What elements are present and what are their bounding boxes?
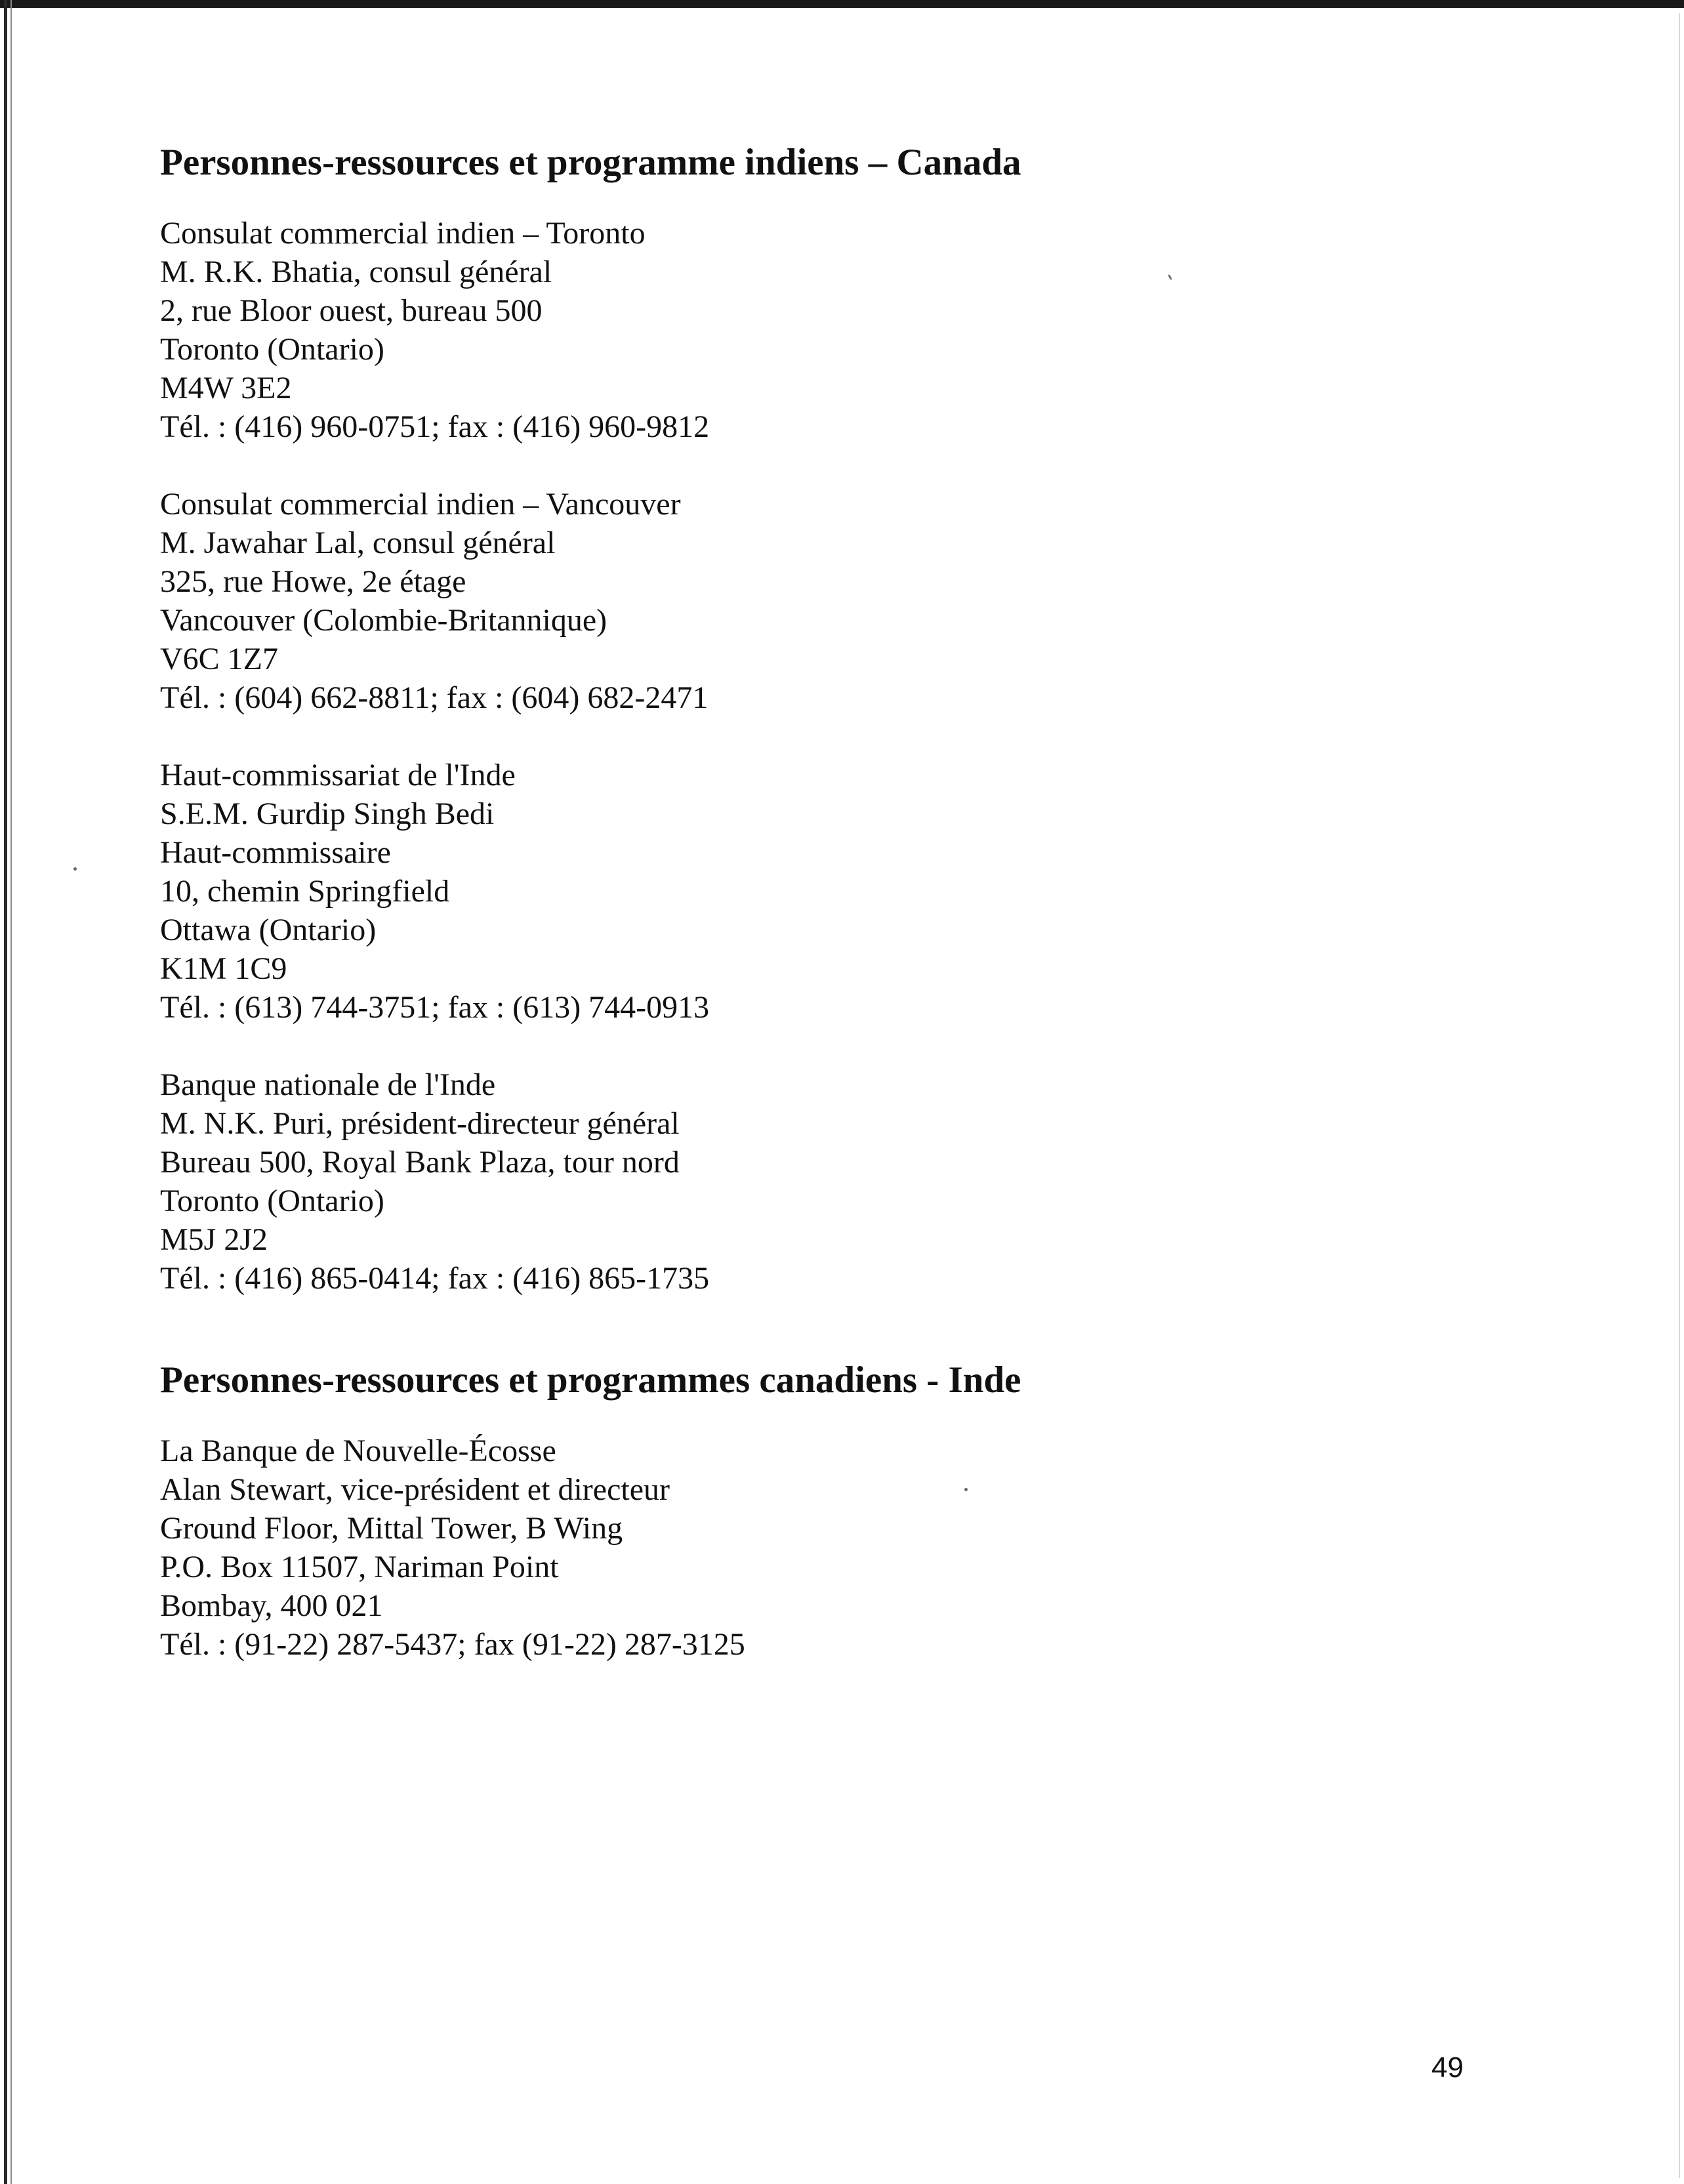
- contact-postal-code: M4W 3E2: [160, 371, 292, 405]
- page-number: 49: [1431, 2051, 1464, 2084]
- contact-address: 2, rue Bloor ouest, bureau 500: [160, 293, 543, 328]
- contact-city: Toronto (Ontario): [160, 332, 384, 367]
- contact-person: S.E.M. Gurdip Singh Bedi: [160, 796, 495, 831]
- contact-postal-code: K1M 1C9: [160, 951, 287, 986]
- scan-border-left: [4, 0, 7, 2184]
- contact-person: Alan Stewart, vice-président et directeur: [160, 1472, 670, 1507]
- contact-po-box: P.O. Box 11507, Nariman Point: [160, 1550, 559, 1584]
- contact-city: Bombay, 400 021: [160, 1588, 383, 1623]
- scan-speck: [73, 867, 77, 871]
- contact-phone-fax: Tél. : (416) 865-0414; fax : (416) 865-1735: [160, 1261, 710, 1296]
- scan-border-top: [0, 0, 1684, 8]
- contact-organization: Consulat commercial indien – Vancouver: [160, 487, 681, 522]
- section-heading-indian-contacts: Personnes-ressources et programme indiens – Canada: [160, 142, 1021, 183]
- contact-person: M. Jawahar Lal, consul général: [160, 525, 556, 560]
- contact-city: Vancouver (Colombie-Britannique): [160, 603, 607, 638]
- contact-block-national-bank: [160, 1065, 1538, 1298]
- contact-organization: La Banque de Nouvelle-Écosse: [160, 1433, 556, 1468]
- contact-address: 325, rue Howe, 2e étage: [160, 564, 466, 599]
- contact-organization: Banque nationale de l'Inde: [160, 1067, 496, 1102]
- contact-phone-fax: Tél. : (91-22) 287-5437; fax (91-22) 287-3125: [160, 1627, 745, 1662]
- contact-postal-code: V6C 1Z7: [160, 642, 278, 676]
- section-heading-canadian-contacts: Personnes-ressources et programmes canadiens - Inde: [160, 1359, 1021, 1401]
- contact-organization: Haut-commissariat de l'Inde: [160, 758, 516, 793]
- document-content: [160, 139, 1538, 1664]
- contact-block-bank-of-nova-scotia: [160, 1432, 1538, 1664]
- contact-block-consulate-toronto: [160, 214, 1538, 446]
- contact-city: Toronto (Ontario): [160, 1184, 384, 1218]
- contact-address: 10, chemin Springfield: [160, 874, 450, 909]
- contact-person: M. N.K. Puri, président-directeur général: [160, 1106, 680, 1141]
- contact-organization: Consulat commercial indien – Toronto: [160, 216, 646, 251]
- contact-title: Haut-commissaire: [160, 835, 391, 870]
- contact-phone-fax: Tél. : (604) 662-8811; fax : (604) 682-2471: [160, 680, 709, 715]
- contact-address: Bureau 500, Royal Bank Plaza, tour nord: [160, 1145, 680, 1180]
- contact-block-consulate-vancouver: [160, 485, 1538, 717]
- contact-city: Ottawa (Ontario): [160, 913, 377, 947]
- contact-postal-code: M5J 2J2: [160, 1222, 268, 1257]
- scan-border-left-inner: [10, 0, 12, 2184]
- contact-person: M. R.K. Bhatia, consul général: [160, 255, 552, 289]
- contact-address: Ground Floor, Mittal Tower, B Wing: [160, 1511, 623, 1546]
- scan-border-right: [1679, 13, 1680, 2178]
- contact-phone-fax: Tél. : (613) 744-3751; fax : (613) 744-0913: [160, 990, 710, 1025]
- contact-block-high-commission: [160, 756, 1538, 1027]
- contact-phone-fax: Tél. : (416) 960-0751; fax : (416) 960-9812: [160, 409, 710, 444]
